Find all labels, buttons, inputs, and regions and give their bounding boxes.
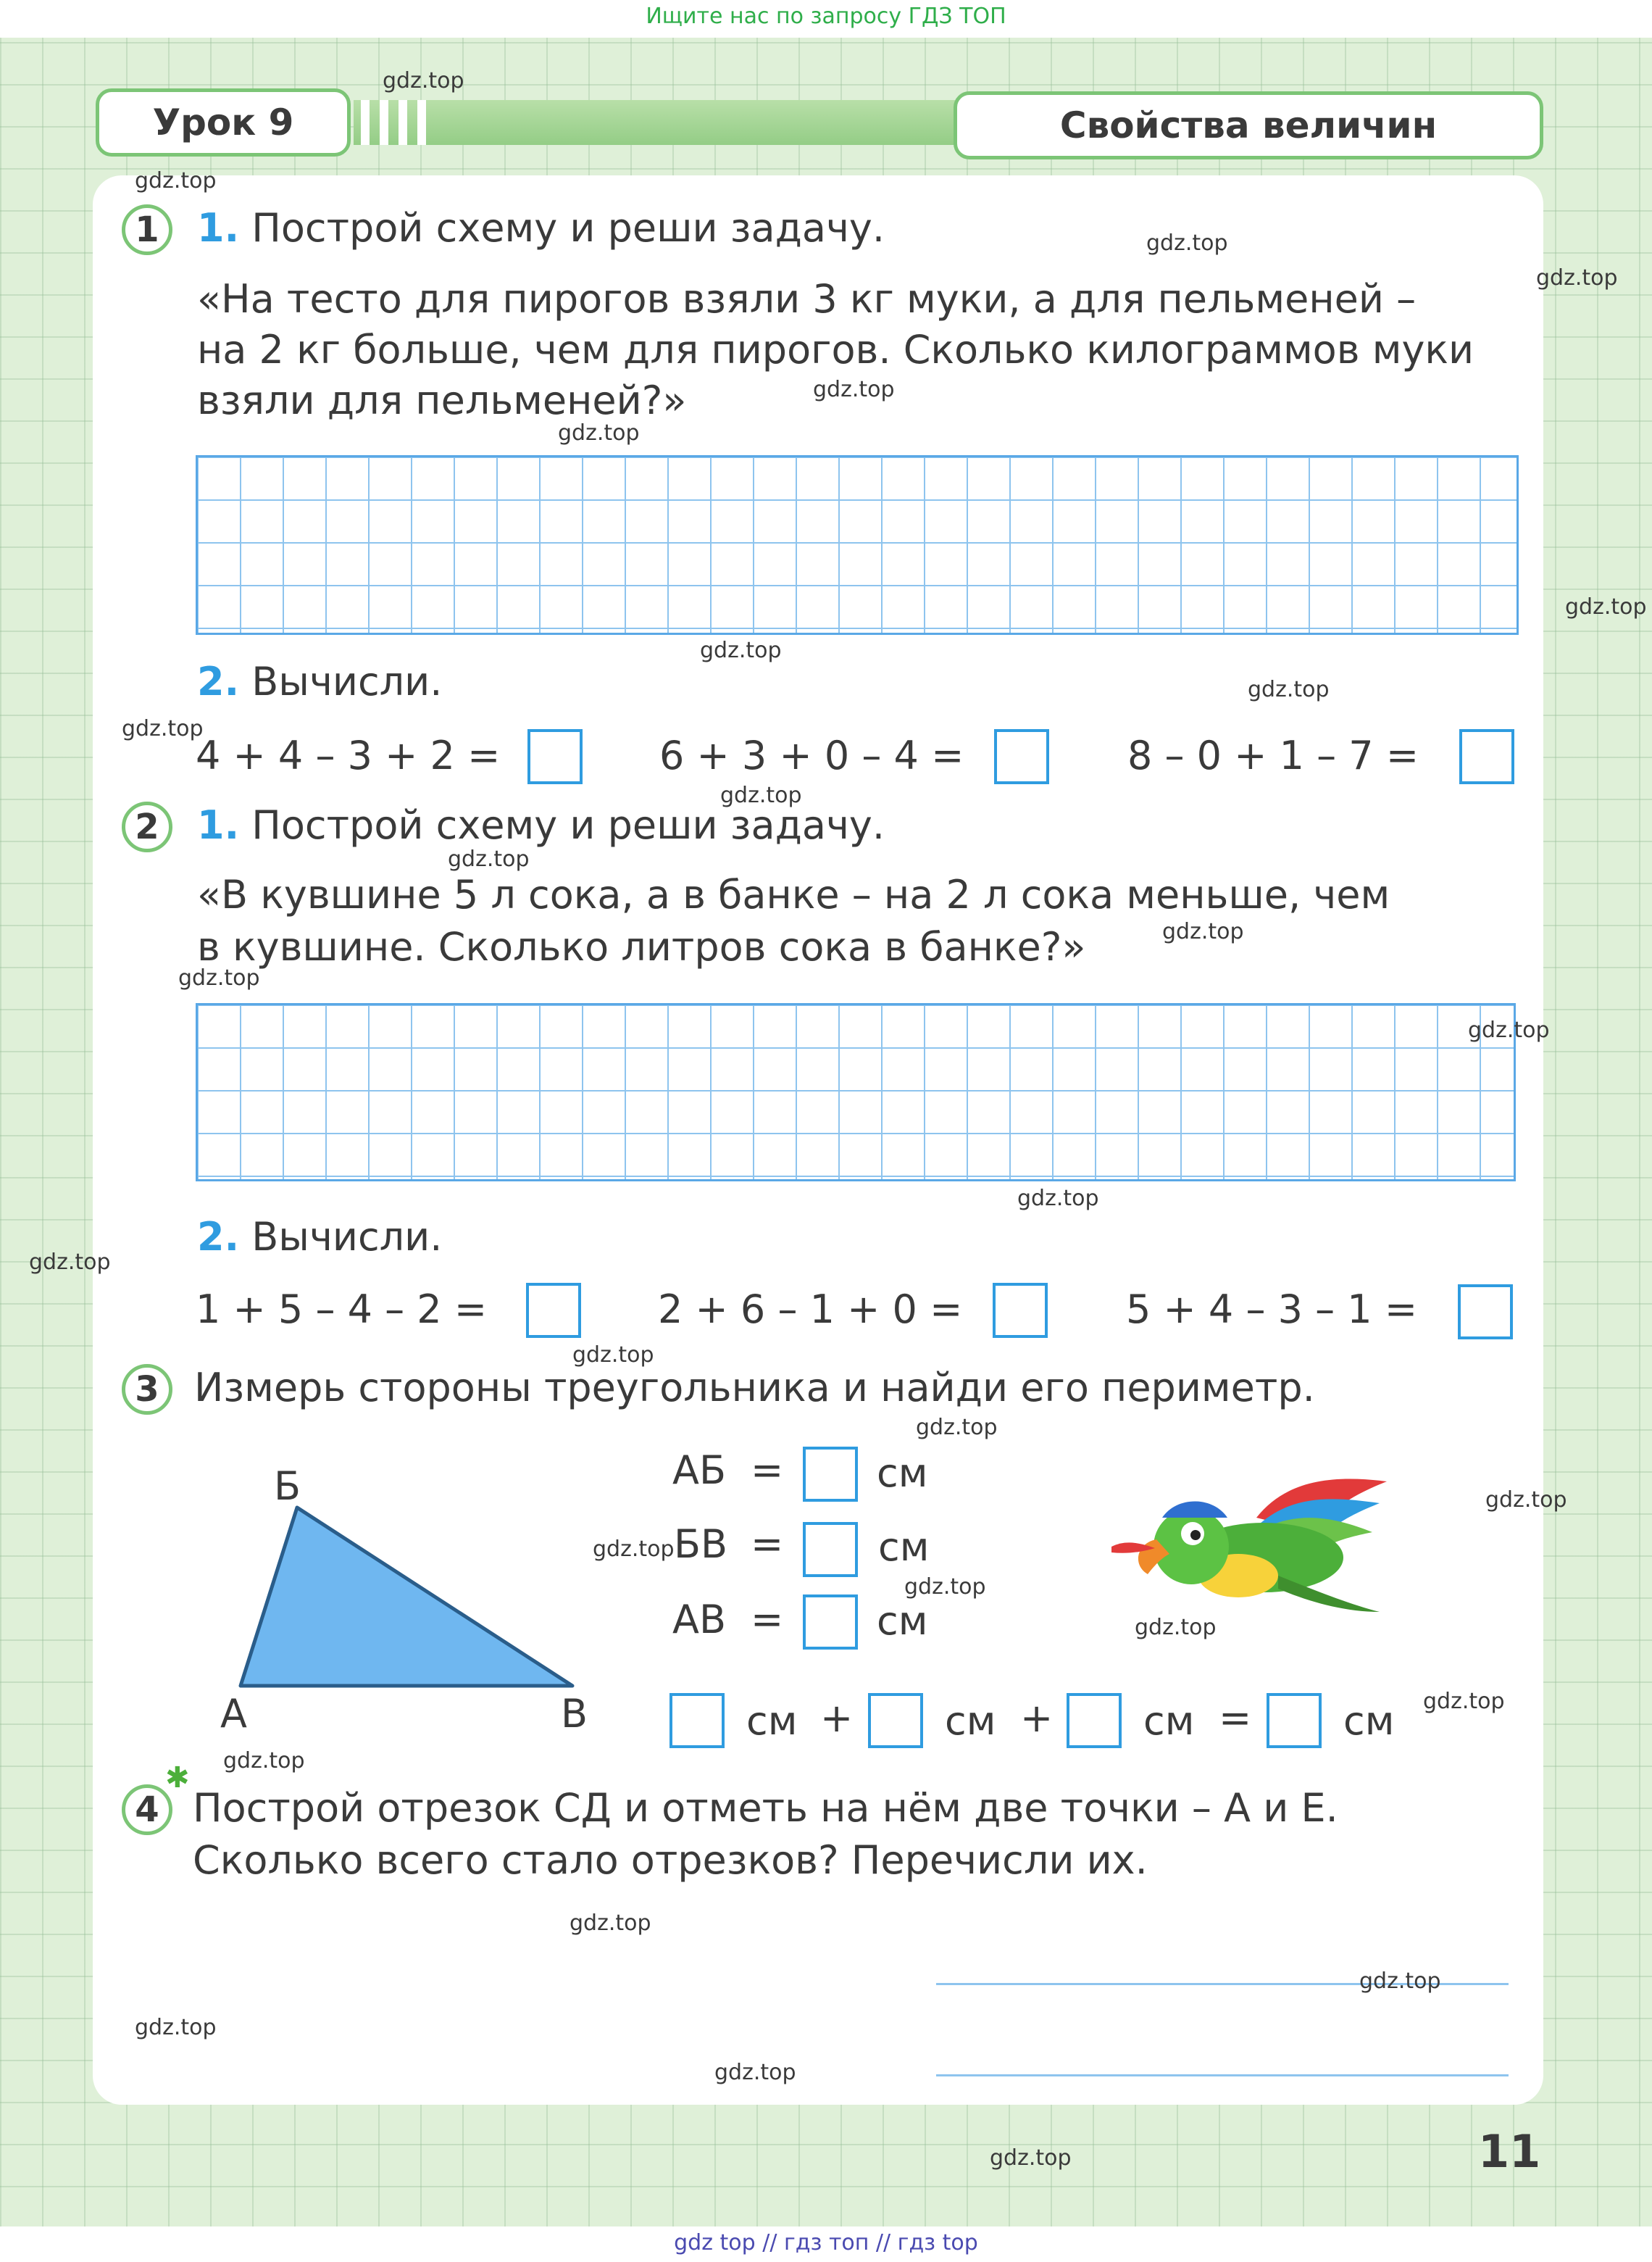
watermark: gdz.top [1135,1615,1217,1640]
watermark: gdz.top [1485,1487,1567,1513]
side-bv-answer-box[interactable] [803,1522,858,1577]
task-4-number: 4 [122,1784,172,1835]
side-bv-label: БВ [674,1521,728,1567]
task-2-expression-2: 2 + 6 – 1 + 0 = [658,1286,963,1332]
side-bv-unit: см [878,1524,930,1570]
page-number: 11 [1478,2125,1541,2178]
task-2-answer-box-2[interactable] [993,1283,1048,1338]
task-2-number: 2 [122,802,172,852]
watermark: gdz.top [1017,1186,1099,1211]
task-3-number: 3 [122,1364,172,1415]
task-1-number: 1 [122,204,172,255]
task-1-answer-box-2[interactable] [994,729,1049,784]
vertex-a-label: А [220,1691,247,1737]
watermark: gdz.top [570,1910,651,1936]
watermark: gdz.top [1146,230,1228,256]
task-1-answer-box-3[interactable] [1459,729,1514,784]
watermark: gdz.top [1248,677,1330,702]
task-2-part-2-heading [197,1212,442,1263]
watermark: gdz.top [448,847,530,872]
perimeter-plus-2: + [1020,1695,1054,1741]
task-1-problem-line-2: на 2 кг больше, чем для пирогов. Сколько килограммов муки [197,327,1474,373]
task-2-problem-line-2: в кувшине. Сколько литров сока в банке?» [197,924,1086,970]
watermark: gdz.top [122,716,204,741]
watermark: gdz.top [1423,1689,1505,1714]
task-4-line-1: Построй отрезок СД и отметь на нём две точки – А и Е. [193,1785,1338,1831]
watermark: gdz.top [383,68,464,93]
vertex-v-label: В [561,1691,588,1737]
perimeter-unit-2: см [945,1698,996,1744]
task-1-expression-1: 4 + 4 – 3 + 2 = [196,733,501,778]
bottom-banner: gdz top // гдз топ // гдз top [0,2226,1652,2262]
watermark: gdz.top [1359,1968,1441,1994]
header-stripe-bar [354,100,955,145]
vertex-b-label: Б [274,1463,301,1509]
task-2-part-1-label: 1. [197,802,240,848]
side-av-unit: см [877,1598,928,1644]
task-1-expression-3: 8 – 0 + 1 – 7 = [1127,733,1419,778]
perimeter-plus-1: + [820,1695,854,1741]
task-2-part-2-text: Вычисли. [251,1214,443,1260]
side-bv-equals: = [751,1521,784,1567]
watermark: gdz.top [1565,594,1647,620]
watermark: gdz.top [720,783,802,808]
task-2-part-2-label: 2. [197,1214,240,1260]
watermark: gdz.top [178,965,260,991]
side-ab-label: АБ [672,1447,726,1493]
task-4-answer-line-2[interactable] [936,2074,1509,2076]
perimeter-box-2[interactable] [868,1693,923,1748]
watermark: gdz.top [904,1574,986,1600]
perimeter-equals: = [1219,1695,1252,1741]
perimeter-total-unit: см [1343,1698,1395,1744]
watermark: gdz.top [813,377,895,402]
watermark: gdz.top [223,1748,305,1774]
task-1-answer-box-1[interactable] [527,729,583,784]
side-ab-equals: = [751,1447,784,1493]
task-1-part-2-text: Вычисли. [251,659,443,704]
side-ab-unit: см [877,1450,928,1496]
perimeter-box-1[interactable] [669,1693,725,1748]
perimeter-unit-1: см [746,1698,798,1744]
watermark: gdz.top [714,2060,796,2085]
lesson-label: Урок 9 [96,88,351,157]
task-1-part-1-text: Построй схему и реши задачу. [251,205,885,251]
task-4-line-2: Сколько всего стало отрезков? Перечисли их. [193,1837,1148,1883]
watermark: gdz.top [916,1415,998,1440]
watermark: gdz.top [558,420,640,446]
task-1-problem-line-1: «На тесто для пирогов взяли 3 кг муки, а для пельменей – [197,276,1417,322]
task-2-expression-3: 5 + 4 – 3 – 1 = [1126,1286,1418,1332]
watermark: gdz.top [593,1537,675,1562]
side-av-equals: = [751,1597,784,1642]
perimeter-box-3[interactable] [1067,1693,1122,1748]
task-2-answer-grid[interactable] [196,1003,1516,1181]
perimeter-unit-3: см [1143,1698,1195,1744]
task-2-answer-box-3[interactable] [1458,1284,1513,1339]
task-1-answer-grid[interactable] [196,455,1519,635]
task-1-part-2-heading [197,657,442,707]
side-av-label: АВ [672,1597,726,1642]
watermark: gdz.top [1468,1018,1550,1043]
watermark: gdz.top [135,168,217,194]
watermark: gdz.top [1162,919,1244,944]
watermark: gdz.top [29,1249,111,1275]
watermark: gdz.top [1536,265,1618,291]
watermark: gdz.top [135,2015,217,2040]
task-1-part-1-heading [197,203,885,254]
top-banner: Ищите нас по запросу ГДЗ ТОП [0,0,1652,38]
parrot-illustration [1111,1467,1394,1619]
task-1-expression-2: 6 + 3 + 0 – 4 = [659,733,964,778]
task-1-part-1-label: 1. [197,205,240,251]
task-1-part-2-label: 2. [197,659,240,704]
task-2-expression-1: 1 + 5 – 4 – 2 = [196,1286,488,1332]
watermark: gdz.top [990,2145,1072,2171]
task-4-star-icon: ✱ [165,1761,190,1795]
task-2-part-1-text: Построй схему и реши задачу. [251,802,885,848]
triangle-abv [241,1508,572,1686]
task-2-problem-line-1: «В кувшине 5 л сока, а в банке – на 2 л сока меньше, чем [197,872,1390,918]
side-av-answer-box[interactable] [803,1594,858,1650]
task-2-answer-box-1[interactable] [526,1283,581,1338]
topic-title: Свойства величин [954,91,1543,159]
watermark: gdz.top [700,638,782,663]
watermark: gdz.top [572,1342,654,1368]
task-3-text: Измерь стороны треугольника и найди его периметр. [194,1365,1315,1410]
perimeter-total-box[interactable] [1267,1693,1322,1748]
task-1-problem-line-3: взяли для пельменей?» [197,378,687,423]
side-ab-answer-box[interactable] [803,1447,858,1502]
